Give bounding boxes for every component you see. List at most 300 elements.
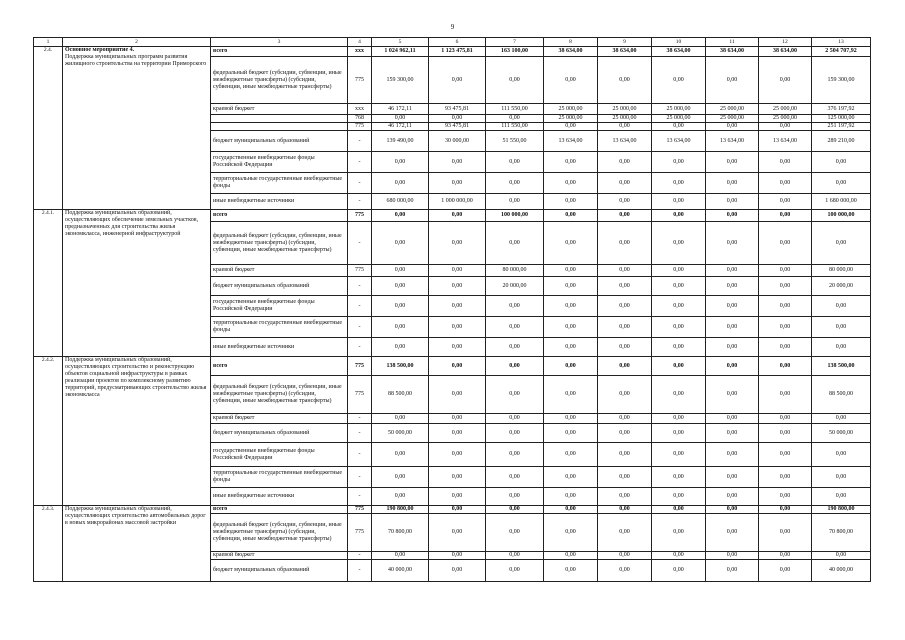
- total-value: 0,00: [812, 467, 871, 488]
- budget-code: 775: [348, 506, 372, 514]
- year-value: 38 634,00: [759, 47, 812, 57]
- year-value: 0,00: [759, 467, 812, 488]
- year-value: 0,00: [598, 317, 652, 338]
- year-value: 13 634,00: [706, 131, 759, 152]
- year-value: 0,00: [486, 506, 544, 514]
- column-number: 12: [759, 38, 812, 47]
- year-value: 0,00: [706, 317, 759, 338]
- year-value: 0,00: [706, 376, 759, 414]
- budget-code: 775: [348, 357, 372, 376]
- table-row: [34, 506, 871, 514]
- year-value: 0,00: [706, 514, 759, 552]
- year-value: 0,00: [652, 552, 706, 560]
- year-value: 0,00: [544, 194, 598, 210]
- year-value: 25 000,00: [598, 104, 652, 115]
- item-name-text: Поддержка муниципальных программ развития жилищного строительства на территории Приморского: [65, 54, 207, 67]
- table-row: [34, 357, 871, 376]
- budget-code: -: [348, 131, 372, 152]
- year-value: 0,00: [598, 376, 652, 414]
- year-value: 0,00: [598, 152, 652, 173]
- year-value: 0,00: [759, 152, 812, 173]
- year-value: 0,00: [372, 467, 429, 488]
- total-value: 0,00: [812, 173, 871, 194]
- year-value: 0,00: [429, 210, 486, 222]
- budget-code: -: [348, 317, 372, 338]
- year-value: 0,00: [486, 338, 544, 357]
- year-value: 25 000,00: [706, 104, 759, 115]
- year-value: 0,00: [652, 376, 706, 414]
- year-value: 0,00: [372, 414, 429, 424]
- year-value: 0,00: [486, 514, 544, 552]
- year-value: 0,00: [372, 115, 429, 123]
- column-number: 8: [544, 38, 598, 47]
- year-value: 25 000,00: [652, 104, 706, 115]
- year-value: 0,00: [706, 296, 759, 317]
- budget-code: ххх: [348, 47, 372, 57]
- year-value: 0,00: [372, 222, 429, 265]
- year-value: 0,00: [544, 560, 598, 582]
- funding-source: краевой бюджет: [211, 265, 348, 277]
- year-value: 0,00: [598, 194, 652, 210]
- funding-source: федеральный бюджет (субсидии, субвенции, иные межбюджетные трансферты) (субсидии, субвенции, иные межбюджетные трансферты): [211, 222, 348, 265]
- year-value: 0,00: [652, 338, 706, 357]
- budget-code: ххх: [348, 104, 372, 115]
- budget-code: 775: [348, 210, 372, 222]
- year-value: 0,00: [429, 173, 486, 194]
- year-value: 0,00: [652, 443, 706, 467]
- year-value: 13 634,00: [652, 131, 706, 152]
- total-value: 138 500,00: [812, 357, 871, 376]
- year-value: 0,00: [652, 296, 706, 317]
- year-value: 20 000,00: [486, 277, 544, 296]
- item-index: 2.4.2.: [34, 357, 63, 506]
- year-value: 0,00: [598, 338, 652, 357]
- year-value: 0,00: [544, 357, 598, 376]
- year-value: 0,00: [544, 222, 598, 265]
- budget-code: -: [348, 560, 372, 582]
- year-value: 46 172,11: [372, 104, 429, 115]
- year-value: 0,00: [598, 488, 652, 506]
- funding-source: [211, 123, 348, 131]
- year-value: 0,00: [652, 560, 706, 582]
- year-value: 0,00: [372, 488, 429, 506]
- year-value: 0,00: [598, 210, 652, 222]
- total-value: 0,00: [812, 414, 871, 424]
- year-value: 100 000,00: [486, 210, 544, 222]
- year-value: 0,00: [598, 222, 652, 265]
- budget-code: 775: [348, 514, 372, 552]
- table-row: [34, 210, 871, 222]
- year-value: 0,00: [598, 424, 652, 443]
- item-name-text: Поддержка муниципальных образований, осуществляющих обеспечение земельных участков, предназначенных для строительства жилья экономкласса, инженерной инфраструктурой: [65, 210, 199, 237]
- year-value: 0,00: [598, 560, 652, 582]
- item-name-text: Поддержка муниципальных образований, осуществляющих строительство автомобильных дорог в новых микрорайонах массовой застройки: [65, 506, 206, 526]
- year-value: 0,00: [706, 414, 759, 424]
- year-value: 0,00: [429, 357, 486, 376]
- year-value: 138 500,00: [372, 357, 429, 376]
- year-value: 0,00: [372, 152, 429, 173]
- funding-source: всего: [211, 357, 348, 376]
- total-value: 0,00: [812, 338, 871, 357]
- year-value: 1 024 962,11: [372, 47, 429, 57]
- year-value: 0,00: [706, 467, 759, 488]
- total-value: 40 000,00: [812, 560, 871, 582]
- column-number: 9: [598, 38, 652, 47]
- year-value: 38 634,00: [598, 47, 652, 57]
- year-value: 0,00: [544, 488, 598, 506]
- year-value: 0,00: [706, 123, 759, 131]
- year-value: 93 475,81: [429, 104, 486, 115]
- year-value: 0,00: [544, 265, 598, 277]
- funding-source: территориальные государственные внебюджетные фонды: [211, 317, 348, 338]
- budget-code: -: [348, 414, 372, 424]
- year-value: 25 000,00: [598, 115, 652, 123]
- year-value: 0,00: [486, 194, 544, 210]
- year-value: 0,00: [429, 467, 486, 488]
- funding-source: государственные внебюджетные фонды Российской Федерации: [211, 296, 348, 317]
- year-value: 13 634,00: [598, 131, 652, 152]
- year-value: 0,00: [429, 115, 486, 123]
- year-value: 0,00: [372, 210, 429, 222]
- year-value: 0,00: [429, 443, 486, 467]
- year-value: 0,00: [544, 210, 598, 222]
- year-value: 0,00: [544, 338, 598, 357]
- funding-source: всего: [211, 506, 348, 514]
- budget-code: 775: [348, 376, 372, 414]
- funding-source: краевой бюджет: [211, 104, 348, 115]
- funding-source: бюджет муниципальных образований: [211, 560, 348, 582]
- year-value: 0,00: [759, 560, 812, 582]
- total-value: 88 500,00: [812, 376, 871, 414]
- table-row: [34, 47, 871, 57]
- year-value: 50 000,00: [372, 424, 429, 443]
- year-value: 0,00: [429, 265, 486, 277]
- year-value: 0,00: [544, 317, 598, 338]
- item-name: [63, 506, 211, 582]
- year-value: 0,00: [429, 514, 486, 552]
- year-value: 0,00: [652, 317, 706, 338]
- year-value: 0,00: [706, 424, 759, 443]
- year-value: 25 000,00: [544, 115, 598, 123]
- year-value: 0,00: [544, 424, 598, 443]
- year-value: 0,00: [759, 338, 812, 357]
- year-value: 0,00: [652, 488, 706, 506]
- year-value: 38 634,00: [706, 47, 759, 57]
- budget-code: 775: [348, 265, 372, 277]
- year-value: 0,00: [429, 506, 486, 514]
- year-value: 0,00: [759, 210, 812, 222]
- year-value: 38 634,00: [652, 47, 706, 57]
- year-value: 30 000,00: [429, 131, 486, 152]
- year-value: 0,00: [759, 296, 812, 317]
- budget-code: -: [348, 152, 372, 173]
- year-value: 25 000,00: [652, 115, 706, 123]
- year-value: 0,00: [759, 488, 812, 506]
- year-value: 0,00: [759, 173, 812, 194]
- year-value: 0,00: [486, 357, 544, 376]
- column-number: 11: [706, 38, 759, 47]
- funding-source: краевой бюджет: [211, 414, 348, 424]
- year-value: 0,00: [706, 57, 759, 104]
- year-value: 13 634,00: [759, 131, 812, 152]
- total-value: 0,00: [812, 296, 871, 317]
- column-number: 13: [812, 38, 871, 47]
- budget-code: -: [348, 338, 372, 357]
- total-value: 0,00: [812, 222, 871, 265]
- year-value: 0,00: [652, 424, 706, 443]
- year-value: 46 172,11: [372, 123, 429, 131]
- funding-source: федеральный бюджет (субсидии, субвенции, иные межбюджетные трансферты) (субсидии, субвенции, иные межбюджетные трансферты): [211, 57, 348, 104]
- year-value: 0,00: [429, 552, 486, 560]
- year-value: 0,00: [544, 173, 598, 194]
- total-value: 70 800,00: [812, 514, 871, 552]
- item-index: 2.4.1.: [34, 210, 63, 357]
- item-index: 2.4.3.: [34, 506, 63, 582]
- year-value: 93 475,81: [429, 123, 486, 131]
- year-value: 38 634,00: [544, 47, 598, 57]
- year-value: 0,00: [429, 296, 486, 317]
- year-value: 0,00: [372, 317, 429, 338]
- year-value: 0,00: [652, 222, 706, 265]
- funding-source: краевой бюджет: [211, 552, 348, 560]
- column-number: 10: [652, 38, 706, 47]
- year-value: 0,00: [486, 552, 544, 560]
- year-value: 0,00: [544, 123, 598, 131]
- year-value: 0,00: [598, 467, 652, 488]
- page-number: 9: [450, 23, 455, 31]
- year-value: 0,00: [544, 296, 598, 317]
- year-value: 0,00: [486, 173, 544, 194]
- year-value: 0,00: [706, 265, 759, 277]
- total-value: 50 000,00: [812, 424, 871, 443]
- year-value: 0,00: [706, 173, 759, 194]
- year-value: 0,00: [429, 560, 486, 582]
- year-value: 0,00: [759, 424, 812, 443]
- column-number: 5: [372, 38, 429, 47]
- budget-code: -: [348, 296, 372, 317]
- table-body: [34, 38, 871, 582]
- item-index: 2.4.: [34, 47, 63, 210]
- item-name: [63, 47, 211, 210]
- year-value: 0,00: [706, 552, 759, 560]
- year-value: 0,00: [544, 414, 598, 424]
- year-value: 0,00: [429, 317, 486, 338]
- year-value: 0,00: [598, 265, 652, 277]
- year-value: 0,00: [706, 277, 759, 296]
- total-value: 159 300,00: [812, 57, 871, 104]
- column-number: 4: [348, 38, 372, 47]
- total-value: 0,00: [812, 152, 871, 173]
- year-value: 0,00: [706, 488, 759, 506]
- year-value: 0,00: [429, 57, 486, 104]
- total-value: 1 680 000,00: [812, 194, 871, 210]
- year-value: 0,00: [759, 357, 812, 376]
- year-value: 0,00: [486, 443, 544, 467]
- budget-code: -: [348, 277, 372, 296]
- year-value: 0,00: [598, 443, 652, 467]
- year-value: 51 550,00: [486, 131, 544, 152]
- year-value: 0,00: [429, 488, 486, 506]
- year-value: 0,00: [429, 424, 486, 443]
- year-value: 0,00: [372, 443, 429, 467]
- total-value: 376 197,92: [812, 104, 871, 115]
- year-value: 0,00: [372, 338, 429, 357]
- year-value: 0,00: [372, 552, 429, 560]
- budget-code: 768: [348, 115, 372, 123]
- year-value: 0,00: [372, 277, 429, 296]
- total-value: 0,00: [812, 552, 871, 560]
- item-name-title: Основное мероприятие 4.: [65, 47, 135, 53]
- year-value: 25 000,00: [759, 104, 812, 115]
- year-value: 0,00: [429, 338, 486, 357]
- year-value: 88 500,00: [372, 376, 429, 414]
- year-value: 0,00: [706, 357, 759, 376]
- year-value: 0,00: [598, 506, 652, 514]
- year-value: 0,00: [706, 560, 759, 582]
- funding-source: бюджет муниципальных образований: [211, 277, 348, 296]
- year-value: 0,00: [372, 265, 429, 277]
- year-value: 0,00: [544, 152, 598, 173]
- year-value: 0,00: [486, 296, 544, 317]
- year-value: 0,00: [486, 115, 544, 123]
- total-value: 0,00: [812, 443, 871, 467]
- column-number: 7: [486, 38, 544, 47]
- year-value: 0,00: [372, 296, 429, 317]
- year-value: 0,00: [652, 123, 706, 131]
- budget-code: -: [348, 424, 372, 443]
- funding-source: всего: [211, 47, 348, 57]
- year-value: 80 000,00: [486, 265, 544, 277]
- budget-code: -: [348, 222, 372, 265]
- year-value: 0,00: [544, 506, 598, 514]
- funding-source: федеральный бюджет (субсидии, субвенции, иные межбюджетные трансферты) (субсидии, субвенции, иные межбюджетные трансферты): [211, 514, 348, 552]
- year-value: 0,00: [598, 514, 652, 552]
- year-value: 0,00: [759, 414, 812, 424]
- budget-code: -: [348, 194, 372, 210]
- budget-code: -: [348, 443, 372, 467]
- year-value: 0,00: [544, 57, 598, 104]
- year-value: 680 000,00: [372, 194, 429, 210]
- year-value: 0,00: [759, 506, 812, 514]
- year-value: 111 550,00: [486, 123, 544, 131]
- year-value: 0,00: [706, 338, 759, 357]
- total-value: 289 210,00: [812, 131, 871, 152]
- year-value: 0,00: [652, 467, 706, 488]
- year-value: 0,00: [486, 424, 544, 443]
- year-value: 0,00: [429, 277, 486, 296]
- year-value: 0,00: [706, 194, 759, 210]
- budget-code: 775: [348, 123, 372, 131]
- year-value: 0,00: [759, 277, 812, 296]
- year-value: 139 490,00: [372, 131, 429, 152]
- year-value: 0,00: [429, 222, 486, 265]
- total-value: 20 000,00: [812, 277, 871, 296]
- year-value: 0,00: [486, 488, 544, 506]
- year-value: 0,00: [652, 277, 706, 296]
- year-value: 0,00: [759, 265, 812, 277]
- year-value: 0,00: [759, 222, 812, 265]
- column-number: 1: [34, 38, 63, 47]
- year-value: 0,00: [598, 57, 652, 104]
- year-value: 0,00: [429, 152, 486, 173]
- column-number: 2: [63, 38, 211, 47]
- year-value: 0,00: [652, 194, 706, 210]
- item-name: [63, 357, 211, 506]
- year-value: 0,00: [652, 506, 706, 514]
- funding-source: иные внебюджетные источники: [211, 194, 348, 210]
- total-value: 0,00: [812, 317, 871, 338]
- year-value: 0,00: [652, 265, 706, 277]
- year-value: 0,00: [652, 414, 706, 424]
- year-value: 0,00: [544, 552, 598, 560]
- budget-code: -: [348, 467, 372, 488]
- total-value: 125 000,00: [812, 115, 871, 123]
- year-value: 0,00: [544, 467, 598, 488]
- budget-code: 775: [348, 57, 372, 104]
- column-number: 6: [429, 38, 486, 47]
- year-value: 0,00: [598, 173, 652, 194]
- funding-source: государственные внебюджетные фонды Российской Федерации: [211, 443, 348, 467]
- column-number: 3: [211, 38, 348, 47]
- year-value: 0,00: [652, 57, 706, 104]
- year-value: 0,00: [486, 57, 544, 104]
- funding-source: [211, 115, 348, 123]
- year-value: 0,00: [759, 514, 812, 552]
- year-value: 0,00: [598, 296, 652, 317]
- year-value: 163 100,00: [486, 47, 544, 57]
- year-value: 25 000,00: [544, 104, 598, 115]
- year-value: 0,00: [598, 277, 652, 296]
- year-value: 0,00: [759, 123, 812, 131]
- year-value: 40 000,00: [372, 560, 429, 582]
- year-value: 0,00: [652, 173, 706, 194]
- budget-table: [33, 37, 871, 582]
- total-value: 100 000,00: [812, 210, 871, 222]
- funding-source: бюджет муниципальных образований: [211, 131, 348, 152]
- year-value: 0,00: [706, 222, 759, 265]
- year-value: 0,00: [486, 317, 544, 338]
- year-value: 1 123 475,81: [429, 47, 486, 57]
- year-value: 159 300,00: [372, 57, 429, 104]
- year-value: 0,00: [372, 173, 429, 194]
- year-value: 0,00: [486, 152, 544, 173]
- year-value: 0,00: [759, 194, 812, 210]
- year-value: 0,00: [706, 443, 759, 467]
- year-value: 0,00: [652, 210, 706, 222]
- year-value: 0,00: [486, 376, 544, 414]
- year-value: 0,00: [598, 123, 652, 131]
- year-value: 0,00: [598, 552, 652, 560]
- year-value: 190 800,00: [372, 506, 429, 514]
- year-value: 0,00: [486, 467, 544, 488]
- budget-code: -: [348, 552, 372, 560]
- year-value: 0,00: [759, 317, 812, 338]
- item-name-text: Поддержка муниципальных образований, осуществляющих строительство и реконструкцию объектов социальной инфраструктуры в рамках реализации проектов по комплексному развитию территорий, предусматривающих строительство жилья экономкласса: [65, 357, 207, 398]
- year-value: 0,00: [486, 222, 544, 265]
- year-value: 0,00: [706, 506, 759, 514]
- year-value: 0,00: [652, 152, 706, 173]
- year-value: 25 000,00: [706, 115, 759, 123]
- total-value: 190 800,00: [812, 506, 871, 514]
- year-value: 0,00: [652, 514, 706, 552]
- funding-source: федеральный бюджет (субсидии, субвенции, иные межбюджетные трансферты) (субсидии, субвенции, иные межбюджетные трансферты): [211, 376, 348, 414]
- year-value: 0,00: [759, 552, 812, 560]
- budget-code: -: [348, 488, 372, 506]
- funding-source: иные внебюджетные источники: [211, 338, 348, 357]
- year-value: 25 000,00: [759, 115, 812, 123]
- total-value: 80 000,00: [812, 265, 871, 277]
- total-value: 251 197,92: [812, 123, 871, 131]
